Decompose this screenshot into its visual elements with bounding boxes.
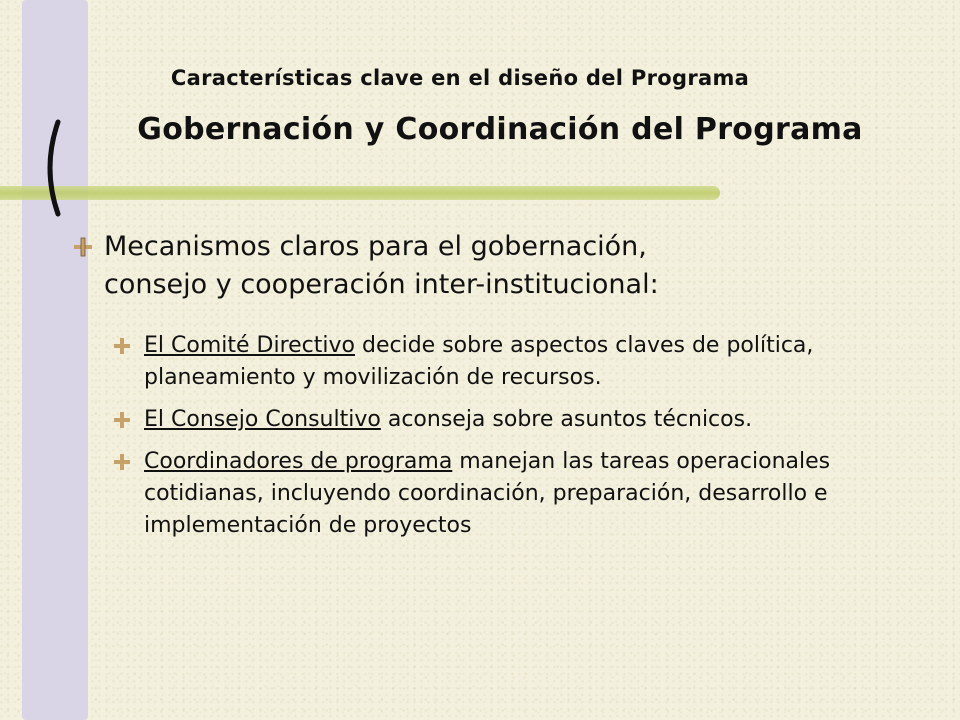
left-decorative-band xyxy=(22,0,88,720)
slide-subtitle: Características clave en el diseño del Programa xyxy=(170,66,750,90)
sub-bullet-item xyxy=(112,446,912,542)
sub-bullet-list xyxy=(112,330,912,552)
sub-bullet-item xyxy=(112,404,912,436)
bullet-icon xyxy=(112,452,132,472)
sub-bullet-description: aconseja sobre asuntos técnicos. xyxy=(380,407,753,432)
sub-bullet-term: Coordinadores de programa xyxy=(144,449,453,474)
bracket-decoration-icon xyxy=(36,118,66,218)
sub-bullet-text xyxy=(144,446,912,542)
sub-bullet-description: decide sobre aspectos claves de política, planeamiento y movilización de recursos. xyxy=(144,333,814,390)
sub-bullet-text xyxy=(144,330,912,394)
main-bullet-line-1: Mecanismos claros para el gobernación, xyxy=(104,231,647,262)
main-bullet xyxy=(72,228,892,304)
sub-bullet-description: manejan las tareas operacionales cotidianas, incluyendo coordinación, preparación, desarrollo e implementación de proyectos xyxy=(144,449,831,538)
bullet-icon xyxy=(112,410,132,430)
sub-bullet-item xyxy=(112,330,912,394)
sub-bullet-term: El Comité Directivo xyxy=(144,333,355,358)
main-bullet-line-2: consejo y cooperación inter-institucional: xyxy=(104,269,659,300)
slide-title: Gobernación y Coordinación del Programa xyxy=(137,112,863,147)
bullet-icon xyxy=(72,236,94,258)
bullet-icon xyxy=(112,336,132,356)
sub-bullet-text xyxy=(144,404,912,436)
title-divider-line xyxy=(0,186,720,200)
sub-bullet-term: El Consejo Consultivo xyxy=(144,407,381,432)
